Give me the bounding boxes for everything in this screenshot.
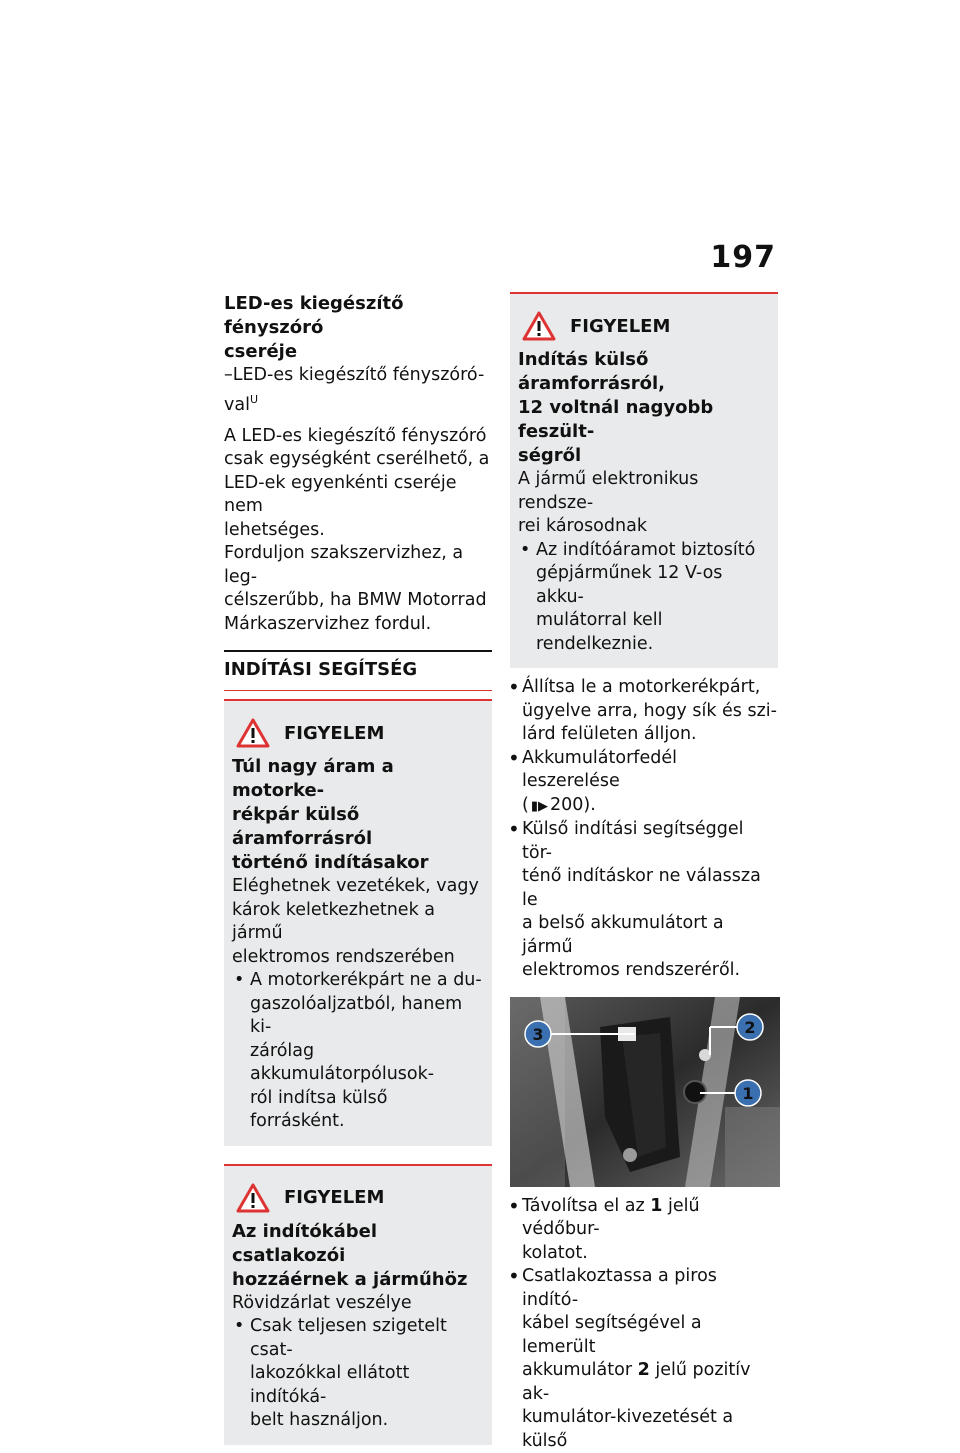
- left-column: [224, 292, 492, 1445]
- step-5-line-3: [510, 1359, 778, 1406]
- warning-title-1: Indítás külső áramforrásról,: [518, 348, 770, 396]
- warning-bullet-1: • Csak teljesen szigetelt csat-: [232, 1315, 484, 1362]
- warning-bullet-3: zárólag akkumulátorpólusok-: [232, 1040, 484, 1087]
- step-2-line-2: ( ▮▶ 200).: [510, 794, 778, 819]
- warning-title-3: történő indításakor: [232, 851, 484, 875]
- callout-2-label: 2: [744, 1018, 755, 1037]
- warning-header: [232, 1176, 484, 1220]
- callout-1-label: 1: [742, 1084, 753, 1103]
- warning-label: FIGYELEM: [570, 316, 670, 337]
- step-list: [510, 676, 778, 983]
- warning-header: [518, 304, 770, 348]
- warning-desc-1: A jármű elektronikus rendsze-: [518, 468, 770, 515]
- warning-desc-2: rei károsodnak: [518, 515, 770, 539]
- led-heading-line-1: LED-es kiegészítő fényszóró: [224, 292, 492, 340]
- step-3-line-3: a belső akkumulátort a jármű: [510, 912, 778, 959]
- warning-title-3: ségről: [518, 444, 770, 468]
- warning-bullet-2: gépjárműnek 12 V-os akku-: [518, 562, 770, 609]
- warning-desc-3: elektromos rendszerében: [232, 946, 484, 970]
- page-reference[interactable]: 200).: [550, 795, 596, 815]
- right-column: [510, 292, 778, 1453]
- led-body-1: A LED-es kiegészítő fényszóró: [224, 425, 492, 449]
- step-3-line-2: ténő indításkor ne válassza le: [510, 865, 778, 912]
- step-5-post: jelű pozitív ak-: [522, 1360, 750, 1404]
- led-body-2: csak egységként cserélhető, a: [224, 448, 492, 472]
- step-4-line-2: kolatot.: [510, 1242, 778, 1266]
- warning-label: FIGYELEM: [284, 723, 384, 744]
- led-body-3: LED-ek egyenkénti cseréje nem: [224, 472, 492, 519]
- callout-1: [735, 1080, 761, 1106]
- page-number: 197: [710, 240, 776, 275]
- warning-triangle-icon: [236, 718, 270, 748]
- section-title: INDÍTÁSI SEGÍTSÉG: [224, 650, 492, 691]
- warning-title-1: Túl nagy áram a motorke-: [232, 755, 484, 803]
- warning-triangle-icon: [522, 311, 556, 341]
- led-variant-text: –LED-es kiegészítő fényszóró-val: [224, 365, 484, 414]
- callout-3-label: 3: [532, 1025, 543, 1044]
- warning-bullet-4: ról indítsa külső forrásként.: [232, 1087, 484, 1134]
- step-5-line-2: kábel segítségével a lemerült: [510, 1312, 778, 1359]
- warning-title-1: Az indítókábel csatlakozói: [232, 1220, 484, 1268]
- warning-box-3: [510, 292, 778, 668]
- step-5-ref: 2: [638, 1360, 650, 1380]
- warning-box-2: [224, 1164, 492, 1445]
- warning-desc-2: károk keletkezhetnek a jármű: [232, 899, 484, 946]
- warning-desc-1: Rövidzárlat veszélye: [232, 1292, 484, 1316]
- battery-photo: [510, 997, 780, 1187]
- step-2-line-1: • Akkumulátorfedél leszerelése: [510, 747, 778, 794]
- step-3-line-1: • Külső indítási segítséggel tör-: [510, 818, 778, 865]
- step-4-ref: 1: [650, 1196, 662, 1216]
- battery-photo-illustration: [510, 997, 780, 1187]
- step-3-line-4: elektromos rendszeréről.: [510, 959, 778, 983]
- warning-bullet-1: • A motorkerékpárt ne a du-: [232, 969, 484, 993]
- led-body-4: lehetséges.: [224, 519, 492, 543]
- led-body-6: célszerűbb, ha BMW Motorrad: [224, 589, 492, 613]
- warning-header: [232, 711, 484, 755]
- warning-desc-1: Eléghetnek vezetékek, vagy: [232, 875, 484, 899]
- step-4-pre: Távolítsa el az: [522, 1196, 650, 1216]
- step-4-post: jelű védőbur-: [522, 1196, 700, 1240]
- led-body-5: Forduljon szakszervizhez, a leg-: [224, 542, 492, 589]
- warning-box-1: [224, 699, 492, 1146]
- led-heading-line-2: cseréje: [224, 340, 492, 364]
- warning-bullet-2: gaszolóaljzatból, hanem ki-: [232, 993, 484, 1040]
- step-5-line-1: • Csatlakoztassa a piros indító-: [510, 1265, 778, 1312]
- warning-title-2: rékpár külső áramforrásról: [232, 803, 484, 851]
- warning-bullet-3: mulátorral kell rendelkeznie.: [518, 609, 770, 656]
- step-list-2: [510, 1195, 778, 1453]
- warning-title-2: 12 voltnál nagyobb feszült-: [518, 396, 770, 444]
- step-4-line-1: [510, 1195, 778, 1242]
- step-5-line-4: kumulátor-kivezetését a külső: [510, 1406, 778, 1453]
- warning-label: FIGYELEM: [284, 1187, 384, 1208]
- warning-bullet-2: lakozókkal ellátott indítóká-: [232, 1362, 484, 1409]
- step-1-line-3: lárd felületen álljon.: [510, 723, 778, 747]
- step-5-pre: akkumulátor: [522, 1360, 638, 1380]
- led-variant: [224, 364, 492, 417]
- warning-triangle-icon: [236, 1183, 270, 1213]
- page-reference-arrow-icon: ▮▶: [531, 795, 548, 819]
- warning-bullet-1: • Az indítóáramot biztosító: [518, 539, 770, 563]
- step-1-line-1: • Állítsa le a motorkerékpárt,: [510, 676, 778, 700]
- step-1-line-2: ügyelve arra, hogy sík és szi-: [510, 700, 778, 724]
- callout-2: [737, 1014, 763, 1040]
- led-body-7: Márkaszervizhez fordul.: [224, 613, 492, 637]
- warning-title-2: hozzáérnek a járműhöz: [232, 1268, 484, 1292]
- callout-3: [525, 1021, 551, 1047]
- led-variant-mark: U: [250, 393, 258, 406]
- warning-bullet-3: belt használjon.: [232, 1409, 484, 1433]
